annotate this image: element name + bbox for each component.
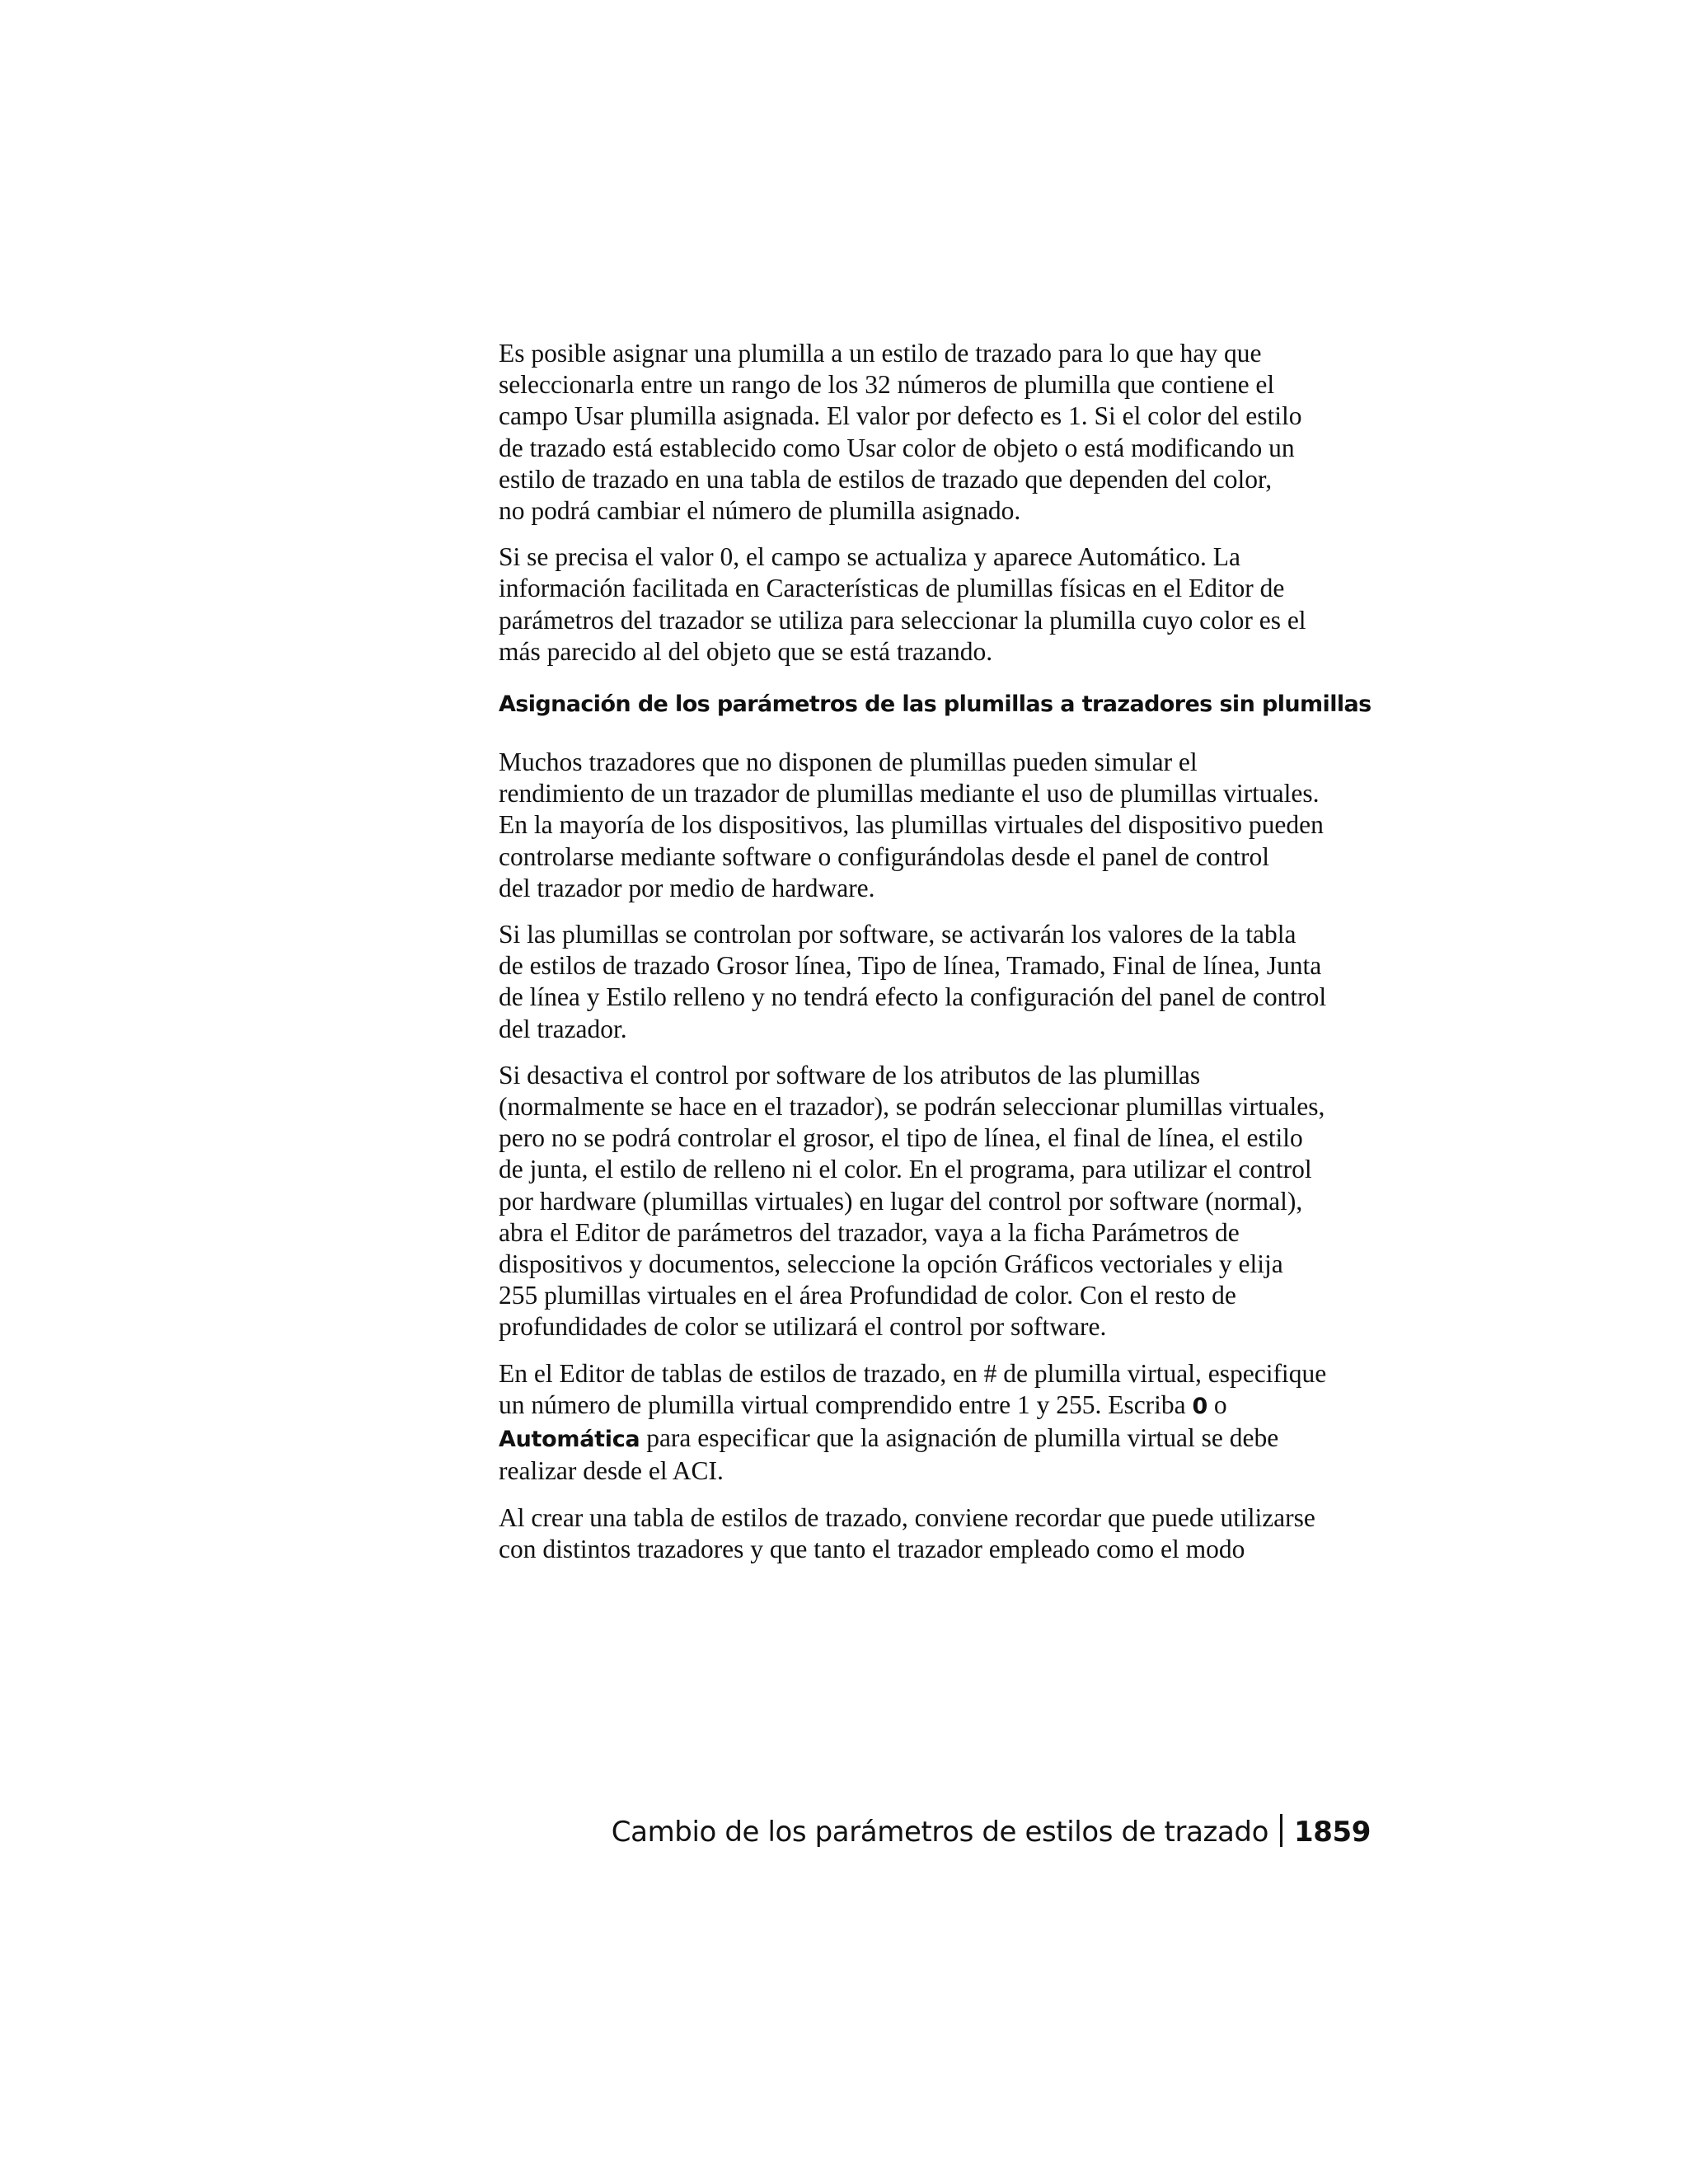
- paragraph-virtual-pens: [499, 747, 1372, 904]
- text-line: dispositivos y documentos, seleccione la opción Gráficos vectoriales y elija: [499, 1249, 1283, 1279]
- text-line: del trazador por medio de hardware.: [499, 873, 875, 902]
- text-line: En el Editor de tablas de estilos de trazado, en # de plumilla virtual, especifique: [499, 1358, 1327, 1388]
- text-line: no podrá cambiar el número de plumilla asignado.: [499, 496, 1021, 526]
- text-line: [499, 1390, 1372, 1422]
- text-run: para especificar que la asignación de plumilla virtual se debe: [640, 1423, 1279, 1453]
- page-footer: [612, 1813, 1371, 1851]
- text-line: seleccionarla entre un rango de los 32 números de plumilla que contiene el: [499, 370, 1275, 400]
- keyword-automatica: Automática: [499, 1427, 640, 1453]
- text-run: o: [1207, 1390, 1227, 1419]
- text-line: del trazador.: [499, 1014, 627, 1043]
- text-line: estilo de trazado en una tabla de estilos de trazado que dependen del color,: [499, 464, 1273, 494]
- text-line: En la mayoría de los dispositivos, las plumillas virtuales del dispositivo pueden: [499, 810, 1324, 840]
- paragraph-pen-assignment: [499, 338, 1372, 527]
- text-line: [499, 1422, 1372, 1455]
- footer-section-title: Cambio de los parámetros de estilos de trazado: [611, 1816, 1268, 1849]
- text-line: profundidades de color se utilizará el control por software.: [499, 1312, 1107, 1342]
- text-line: rendimiento de un trazador de plumillas mediante el uso de plumillas virtuales.: [499, 779, 1320, 808]
- paragraph-automatic-value: [499, 541, 1372, 668]
- text-line: pero no se podrá controlar el grosor, el tipo de línea, el final de línea, el estilo: [499, 1123, 1303, 1153]
- page-body: [499, 338, 1372, 1580]
- text-line: Si las plumillas se controlan por software, se activarán los valores de la tabla: [499, 920, 1296, 949]
- footer-separator: [1280, 1814, 1282, 1847]
- text-line: información facilitada en Características de plumillas físicas en el Editor de: [499, 574, 1285, 603]
- paragraph-hardware-control: [499, 1060, 1372, 1343]
- keyword-zero: 0: [1192, 1393, 1208, 1419]
- text-line: parámetros del trazador se utiliza para seleccionar la plumilla cuyo color es el: [499, 605, 1306, 635]
- text-line: de trazado está establecido como Usar color de objeto o está modificando un: [499, 433, 1295, 462]
- text-line: Al crear una tabla de estilos de trazado, conviene recordar que puede utilizarse: [499, 1502, 1315, 1532]
- section-heading: Asignación de los parámetros de las plumillas a trazadores sin plumillas: [499, 691, 1372, 718]
- text-line: más parecido al del objeto que se está trazando.: [499, 636, 993, 666]
- page-number: 1859: [1293, 1816, 1371, 1849]
- text-line: (normalmente se hace en el trazador), se podrán seleccionar plumillas virtuales,: [499, 1092, 1325, 1122]
- paragraph-virtual-pen-number: [499, 1358, 1372, 1488]
- text-line: Si se precisa el valor 0, el campo se actualiza y aparece Automático. La: [499, 542, 1240, 572]
- text-line: de línea y Estilo relleno y no tendrá efecto la configuración del panel de control: [499, 982, 1327, 1012]
- text-line: por hardware (plumillas virtuales) en lugar del control por software (normal),: [499, 1186, 1303, 1216]
- text-line: de junta, el estilo de relleno ni el color. En el programa, para utilizar el control: [499, 1155, 1312, 1184]
- text-line: realizar desde el ACI.: [499, 1456, 724, 1486]
- text-line: Es posible asignar una plumilla a un estilo de trazado para lo que hay que: [499, 339, 1262, 368]
- paragraph-software-control: [499, 919, 1372, 1045]
- text-line: de estilos de trazado Grosor línea, Tipo de línea, Tramado, Final de línea, Junta: [499, 951, 1322, 981]
- text-line: con distintos trazadores y que tanto el trazador empleado como el modo: [499, 1534, 1245, 1563]
- text-line: Si desactiva el control por software de los atributos de las plumillas: [499, 1060, 1201, 1090]
- text-run: un número de plumilla virtual comprendido entre 1 y 255. Escriba: [499, 1390, 1193, 1419]
- text-line: Muchos trazadores que no disponen de plumillas pueden simular el: [499, 748, 1198, 777]
- paragraph-table-creation: [499, 1502, 1372, 1565]
- text-line: abra el Editor de parámetros del trazador, vaya a la ficha Parámetros de: [499, 1217, 1240, 1247]
- text-line: 255 plumillas virtuales en el área Profundidad de color. Con el resto de: [499, 1281, 1236, 1310]
- text-line: campo Usar plumilla asignada. El valor por defecto es 1. Si el color del estilo: [499, 401, 1302, 431]
- text-line: controlarse mediante software o configurándolas desde el panel de control: [499, 841, 1270, 871]
